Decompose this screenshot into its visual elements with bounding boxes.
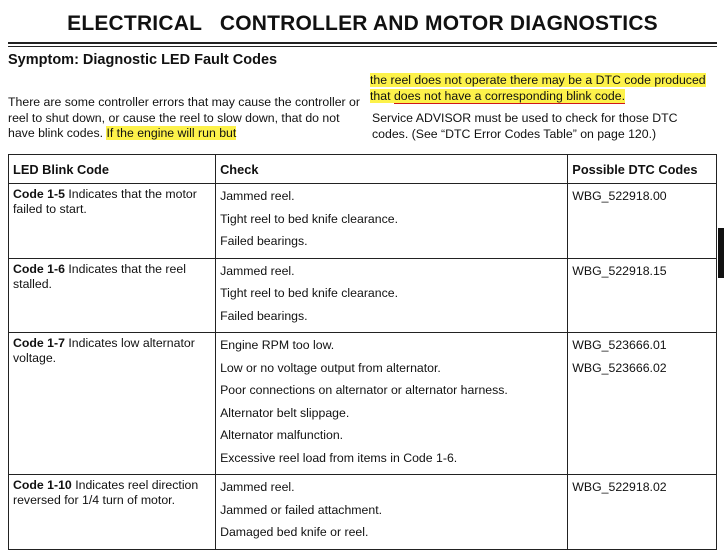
blink-code-description: Indicates that the reel stalled.	[13, 261, 186, 291]
blink-code-description: Indicates low alternator voltage.	[13, 336, 195, 365]
check-cell	[216, 184, 568, 259]
blink-code-description: Indicates reel direction reversed for 1/4 turn of motor.	[13, 478, 199, 507]
check-item: Tight reel to bed knife clearance.	[220, 211, 399, 226]
check-item: Damaged bed knife or reel.	[220, 525, 369, 539]
table-row	[9, 258, 717, 333]
header-check: Check	[216, 155, 568, 184]
check-item: Jammed reel.	[220, 263, 295, 278]
blink-code: Code 1-5	[13, 187, 65, 201]
check-item: Jammed reel.	[220, 189, 295, 203]
table-header-row	[9, 155, 717, 184]
check-item: Failed bearings.	[220, 234, 308, 248]
intro-right-highlight-paragraph	[370, 73, 715, 104]
intro-left-paragraph	[8, 95, 363, 142]
dtc-code: WBG_522918.15	[572, 263, 667, 278]
table-row	[9, 333, 717, 475]
intro-right-highlight: the reel does not operate there may be a DTC code produced that	[370, 73, 706, 103]
page-title: ELECTRICAL CONTROLLER AND MOTOR DIAGNOSTICS	[67, 12, 658, 35]
check-item: Failed bearings.	[220, 308, 308, 323]
blink-code: Code 1-10	[13, 478, 72, 492]
check-item: Tight reel to bed knife clearance.	[220, 286, 399, 300]
check-cell	[216, 258, 568, 333]
fault-code-table	[8, 154, 717, 550]
check-item: Poor connections on alternator or alternator harness.	[220, 383, 508, 397]
title-rule	[8, 42, 717, 44]
dtc-code: WBG_522918.02	[572, 480, 667, 494]
blink-code-cell	[9, 475, 216, 550]
check-item: Alternator malfunction.	[220, 428, 344, 442]
blink-code-cell	[9, 184, 216, 259]
check-item: Engine RPM too low.	[220, 338, 335, 352]
blink-code-description: Indicates that the motor failed to start.	[13, 187, 197, 216]
intro-left-text: There are some controller errors that may cause the controller or reel to shut down, or cause the reel to slow down, that do not have blink codes.	[8, 95, 360, 140]
check-item: Excessive reel load from items in Code 1-6.	[220, 450, 458, 465]
dtc-cell	[568, 475, 717, 550]
header-led-blink-code: LED Blink Code	[9, 155, 216, 184]
intro-left-highlight: If the engine will run but	[106, 126, 237, 140]
check-item: Jammed or failed attachment.	[220, 502, 383, 517]
blink-code: Code 1-6	[13, 261, 65, 276]
blink-code: Code 1-7	[13, 336, 65, 350]
intro-right-underlined: does not have a corresponding blink code.	[393, 88, 626, 103]
check-cell	[216, 333, 568, 475]
title-rule-thin	[8, 46, 717, 47]
blink-code-cell	[9, 333, 216, 475]
symptom-heading: Symptom: Diagnostic LED Fault Codes	[8, 52, 278, 68]
check-cell	[216, 475, 568, 550]
header-possible-dtc-codes: Possible DTC Codes	[568, 155, 717, 184]
intro-right-paragraph: Service ADVISOR must be used to check for those DTC codes. (See “DTC Error Codes Table” on page 120.)	[372, 111, 678, 141]
dtc-cell	[568, 333, 717, 475]
table-row	[9, 184, 717, 259]
section-edge-tab	[718, 228, 724, 278]
dtc-code: WBG_523666.02	[572, 360, 667, 375]
check-item: Alternator belt slippage.	[220, 405, 350, 420]
check-item: Jammed reel.	[220, 480, 295, 494]
dtc-code: WBG_523666.01	[572, 338, 667, 352]
dtc-code: WBG_522918.00	[572, 189, 667, 203]
table-row	[9, 475, 717, 550]
dtc-cell	[568, 184, 717, 259]
blink-code-cell	[9, 258, 216, 333]
dtc-cell	[568, 258, 717, 333]
check-item: Low or no voltage output from alternator.	[220, 360, 441, 375]
